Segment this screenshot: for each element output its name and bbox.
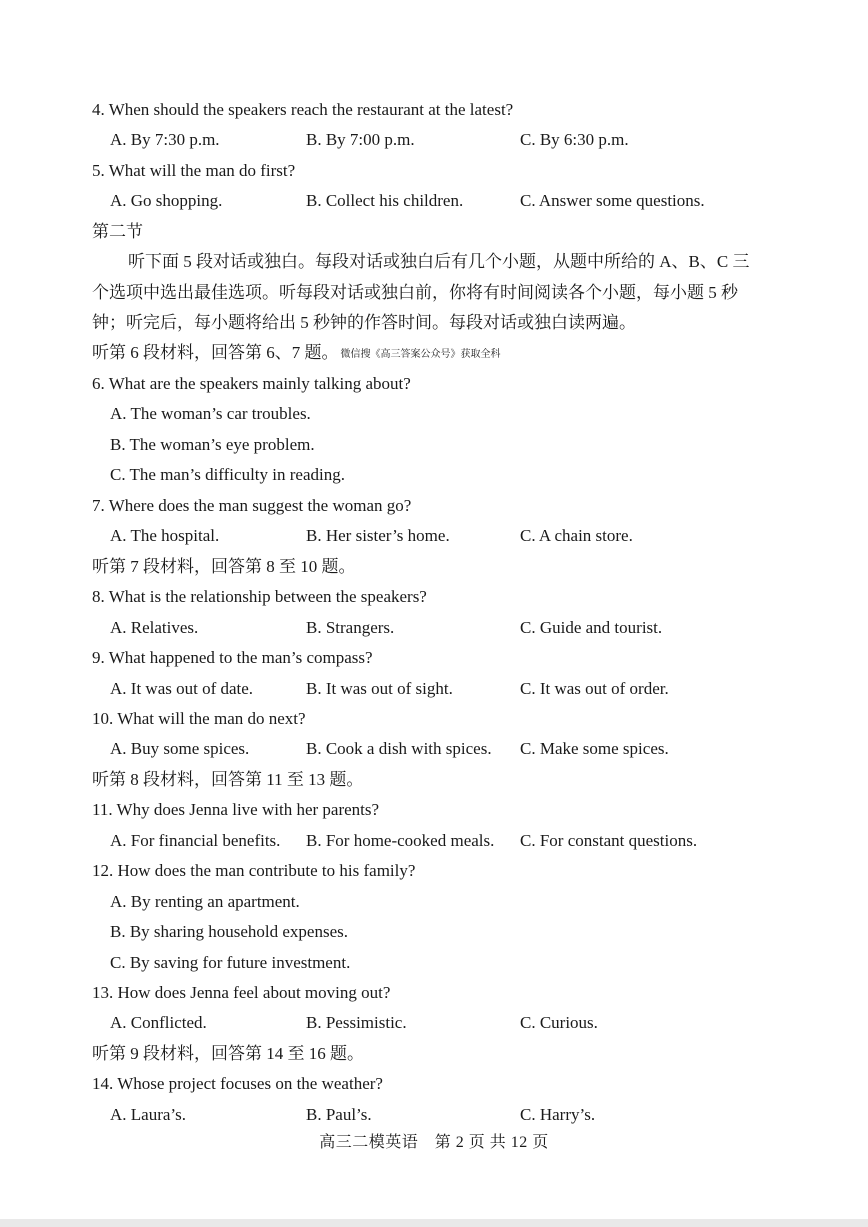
question-6-option-a: A. The woman’s car troubles. (110, 404, 311, 423)
question-11-option-b: B. For home-cooked meals. (306, 831, 495, 850)
material-7-heading: 听第 7 段材料，回答第 8 至 10 题。 (92, 557, 356, 576)
question-10-stem: 10. What will the man do next? (92, 709, 306, 728)
question-4-stem: 4. When should the speakers reach the restaurant at the latest? (92, 100, 514, 119)
question-8-option-b: B. Strangers. (306, 618, 395, 637)
question-7-option-a: A. The hospital. (110, 526, 220, 545)
question-5-stem: 5. What will the man do first? (92, 161, 296, 180)
question-8-option-c: C. Guide and tourist. (520, 618, 663, 637)
question-12-option-b: B. By sharing household expenses. (110, 922, 348, 941)
question-13-option-a: A. Conflicted. (110, 1013, 207, 1032)
question-10-option-b: B. Cook a dish with spices. (306, 739, 492, 758)
question-13-option-c: C. Curious. (520, 1013, 598, 1032)
question-4-option-b: B. By 7:00 p.m. (306, 130, 415, 149)
material-8-heading: 听第 8 段材料，回答第 11 至 13 题。 (92, 770, 364, 789)
question-6-option-b: B. The woman’s eye problem. (110, 435, 315, 454)
question-5-option-c: C. Answer some questions. (520, 191, 705, 210)
scan-edge-divider (0, 1219, 868, 1227)
page-footer: 高三二模英语 第 2 页 共 12 页 (319, 1134, 549, 1151)
question-12-stem: 12. How does the man contribute to his family? (92, 861, 416, 880)
question-9-stem: 9. What happened to the man’s compass? (92, 648, 373, 667)
question-9-option-c: C. It was out of order. (520, 679, 669, 698)
question-9-option-b: B. It was out of sight. (306, 679, 453, 698)
question-13-stem: 13. How does Jenna feel about moving out? (92, 983, 391, 1002)
question-10-option-c: C. Make some spices. (520, 739, 669, 758)
section-instructions-line-3: 钟；听完后，每小题将给出 5 秒钟的作答时间。每段对话或独白读两遍。 (92, 313, 636, 332)
question-12-option-c: C. By saving for future investment. (110, 953, 351, 972)
question-6-option-c: C. The man’s difficulty in reading. (110, 465, 345, 484)
material-6-heading (92, 342, 501, 366)
material-heading-text: 听第 6 段材料，回答第 6、7 题。 (92, 343, 339, 362)
question-7-option-c: C. A chain store. (520, 526, 633, 545)
question-4-option-c: C. By 6:30 p.m. (520, 130, 629, 149)
material-9-heading: 听第 9 段材料，回答第 14 至 16 题。 (92, 1044, 364, 1063)
question-6-stem: 6. What are the speakers mainly talking about? (92, 374, 411, 393)
question-4-option-a: A. By 7:30 p.m. (110, 130, 220, 149)
question-14-option-b: B. Paul’s. (306, 1105, 372, 1124)
watermark-note: 微信搜《高三答案公众号》获取全科 (340, 349, 501, 360)
section-instructions-line-1: 听下面 5 段对话或独白。每段对话或独白后有几个小题，从题中所给的 A、B、C 三 (128, 252, 750, 271)
question-14-option-c: C. Harry’s. (520, 1105, 596, 1124)
question-5-option-b: B. Collect his children. (306, 191, 464, 210)
question-9-option-a: A. It was out of date. (110, 679, 254, 698)
section-instructions-line-2: 个选项中选出最佳选项。听每段对话或独白前，你将有时间阅读各个小题，每小题 5 秒 (92, 283, 738, 302)
question-11-option-a: A. For financial benefits. (110, 831, 281, 850)
question-7-option-b: B. Her sister’s home. (306, 526, 450, 545)
question-11-stem: 11. Why does Jenna live with her parents? (92, 800, 380, 819)
question-13-option-b: B. Pessimistic. (306, 1013, 407, 1032)
question-7-stem: 7. Where does the man suggest the woman go? (92, 496, 412, 515)
section-title: 第二节 (92, 222, 143, 241)
question-10-option-a: A. Buy some spices. (110, 739, 250, 758)
question-14-stem: 14. Whose project focuses on the weather? (92, 1074, 383, 1093)
question-11-option-c: C. For constant questions. (520, 831, 698, 850)
question-8-stem: 8. What is the relationship between the speakers? (92, 587, 427, 606)
question-14-option-a: A. Laura’s. (110, 1105, 187, 1124)
question-8-option-a: A. Relatives. (110, 618, 199, 637)
question-5-option-a: A. Go shopping. (110, 191, 223, 210)
question-12-option-a: A. By renting an apartment. (110, 892, 300, 911)
